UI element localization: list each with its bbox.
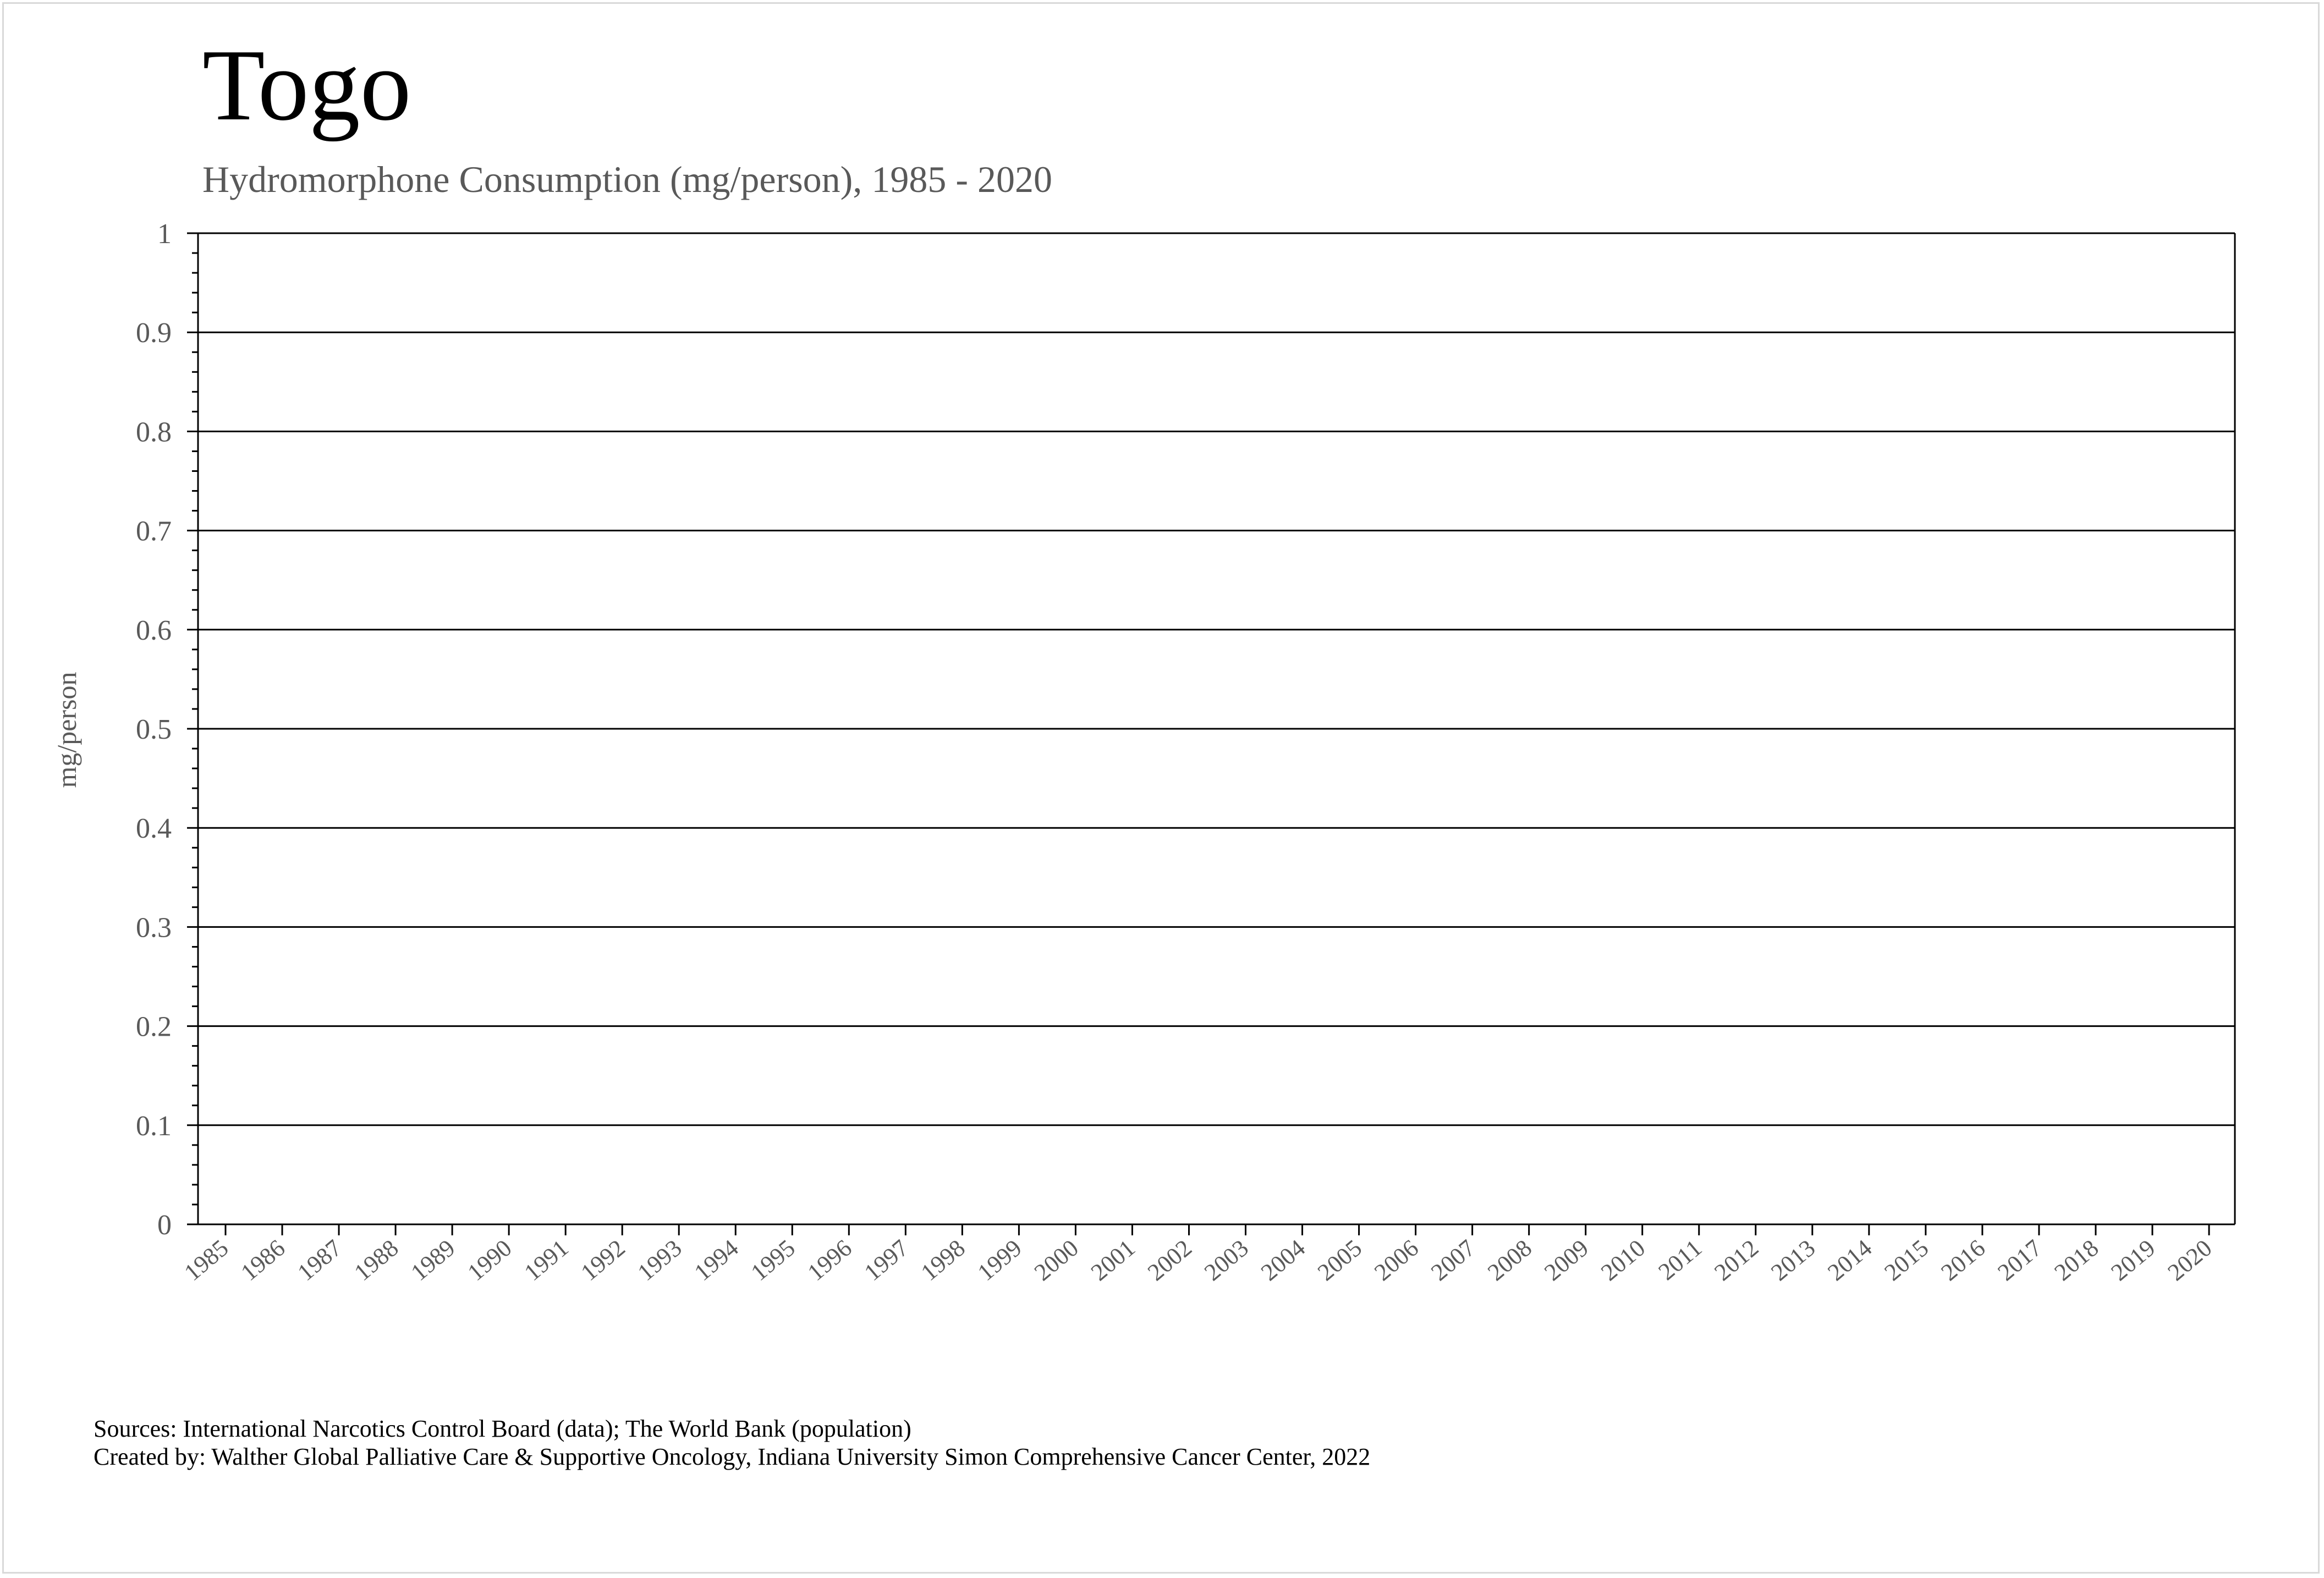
x-tick-label: 2008 <box>1482 1234 1537 1286</box>
sources-note: Sources: International Narcotics Control Board (data); The World Bank (population) <box>94 1415 911 1442</box>
x-tick-label: 1997 <box>859 1234 914 1286</box>
y-axis-label: mg/person <box>51 672 82 788</box>
x-tick-label: 2018 <box>2049 1234 2104 1286</box>
x-tick-label: 1999 <box>972 1234 1027 1286</box>
x-tick-label: 2001 <box>1085 1234 1140 1286</box>
x-tick-label: 2000 <box>1029 1234 1084 1286</box>
x-tick-label: 1990 <box>462 1234 517 1286</box>
y-tick-label: 0.9 <box>136 317 172 349</box>
x-tick-label: 2006 <box>1369 1234 1424 1286</box>
x-tick-label: 2017 <box>1992 1234 2047 1286</box>
x-tick-label: 2009 <box>1539 1234 1594 1286</box>
y-tick-label: 0.5 <box>136 714 172 745</box>
y-tick-label: 0.7 <box>136 515 172 547</box>
x-tick-label: 1993 <box>632 1234 687 1286</box>
y-tick-label: 0.6 <box>136 614 172 646</box>
footer <box>94 1415 1370 1471</box>
x-tick-label: 2012 <box>1709 1234 1764 1286</box>
x-tick-label: 1995 <box>745 1234 800 1286</box>
x-tick-labels <box>179 1234 2217 1286</box>
x-tick-label: 1992 <box>575 1234 630 1286</box>
x-tick-label: 2020 <box>2162 1234 2217 1286</box>
x-tick-label: 2004 <box>1256 1234 1310 1286</box>
x-tick-label: 2003 <box>1199 1234 1254 1286</box>
x-tick-label: 2013 <box>1766 1234 1821 1286</box>
y-tick-labels <box>136 218 172 1241</box>
x-tick-label: 2016 <box>1936 1234 1991 1286</box>
x-tick-label: 2002 <box>1142 1234 1197 1286</box>
x-tick-label: 1989 <box>405 1234 460 1286</box>
y-tick-label: 0.8 <box>136 416 172 448</box>
y-tick-label: 1 <box>157 218 172 250</box>
x-tick-label: 2011 <box>1653 1234 1707 1286</box>
x-tick-label: 1996 <box>802 1234 857 1286</box>
x-tick-label: 2015 <box>1879 1234 1934 1286</box>
x-tick-label: 1987 <box>292 1234 347 1286</box>
chart-subtitle: Hydromorphone Consumption (mg/person), 1985 - 2020 <box>202 158 1052 200</box>
chart-title: Togo <box>202 29 411 142</box>
gridlines <box>198 233 2235 1125</box>
axes <box>187 233 2235 1235</box>
x-tick-label: 2019 <box>2106 1234 2161 1286</box>
y-tick-label: 0.2 <box>136 1011 172 1043</box>
x-tick-label: 2010 <box>1596 1234 1651 1286</box>
x-tick-label: 1991 <box>519 1234 574 1286</box>
x-tick-label: 1994 <box>689 1234 744 1286</box>
x-tick-label: 2005 <box>1312 1234 1367 1286</box>
x-tick-label: 1998 <box>915 1234 970 1286</box>
y-tick-label: 0.3 <box>136 912 172 944</box>
created-by-note: Created by: Walther Global Palliative Care & Supportive Oncology, Indiana University Simon Comprehensive Cancer Center, 2022 <box>94 1443 1371 1470</box>
y-tick-label: 0.1 <box>136 1110 172 1142</box>
x-tick-label: 1986 <box>235 1234 290 1286</box>
y-tick-label: 0 <box>157 1209 172 1241</box>
x-tick-label: 2014 <box>1822 1234 1877 1286</box>
x-tick-label: 1985 <box>179 1234 234 1286</box>
y-tick-label: 0.4 <box>136 813 172 845</box>
x-tick-label: 2007 <box>1426 1234 1481 1286</box>
x-tick-label: 1988 <box>349 1234 404 1286</box>
